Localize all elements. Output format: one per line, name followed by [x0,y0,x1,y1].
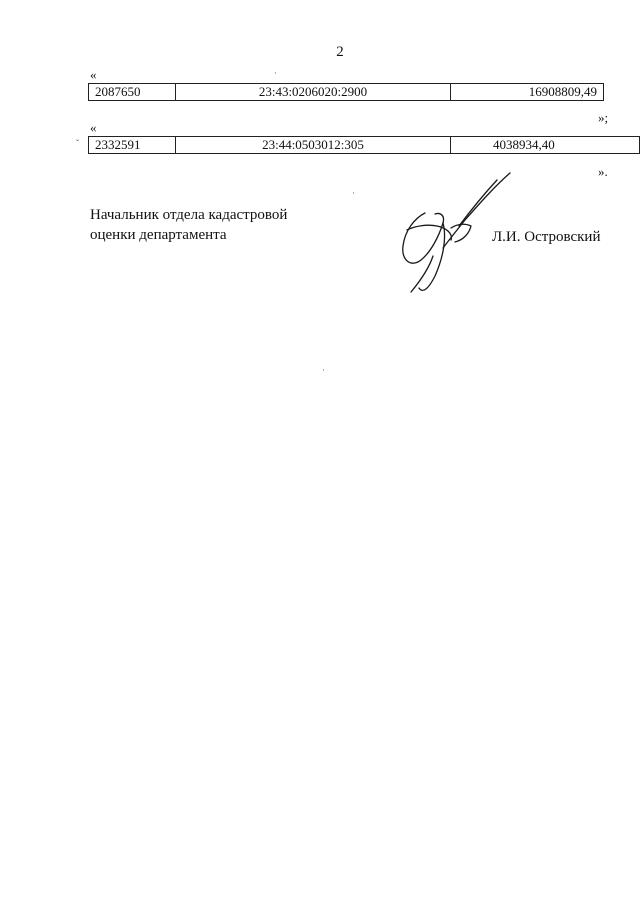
open-quote: « [90,67,97,82]
signer-title-line1: Начальник отдела кадастровой [90,207,288,223]
record-id: 2332591 [89,137,176,154]
open-quote: « [90,120,97,135]
scan-speck: · [274,68,277,78]
table-row [88,136,640,154]
signer-title-line2: оценки департамента [90,227,227,243]
signer-name: Л.И. Островский [492,229,601,245]
cadastral-value [451,84,604,101]
scan-speck: · [322,365,325,375]
cadastral-number: 23:43:0206020:2900 [176,84,451,101]
cadastral-value-text: 16908809,49 [528,84,597,99]
cadastral-number: 23:44:0503012:305 [176,137,451,154]
table-row [88,83,604,101]
close-quote: »; [598,110,609,125]
scan-speck: ˇ [76,138,79,148]
page-number: 2 [336,44,344,60]
signer-title [90,205,287,245]
record-id: 2087650 [89,84,176,101]
cadastral-value [451,137,640,154]
close-quote: ». [598,164,608,179]
cadastral-value-text: 4038934,40 [493,137,555,152]
scan-speck: · [352,188,355,198]
